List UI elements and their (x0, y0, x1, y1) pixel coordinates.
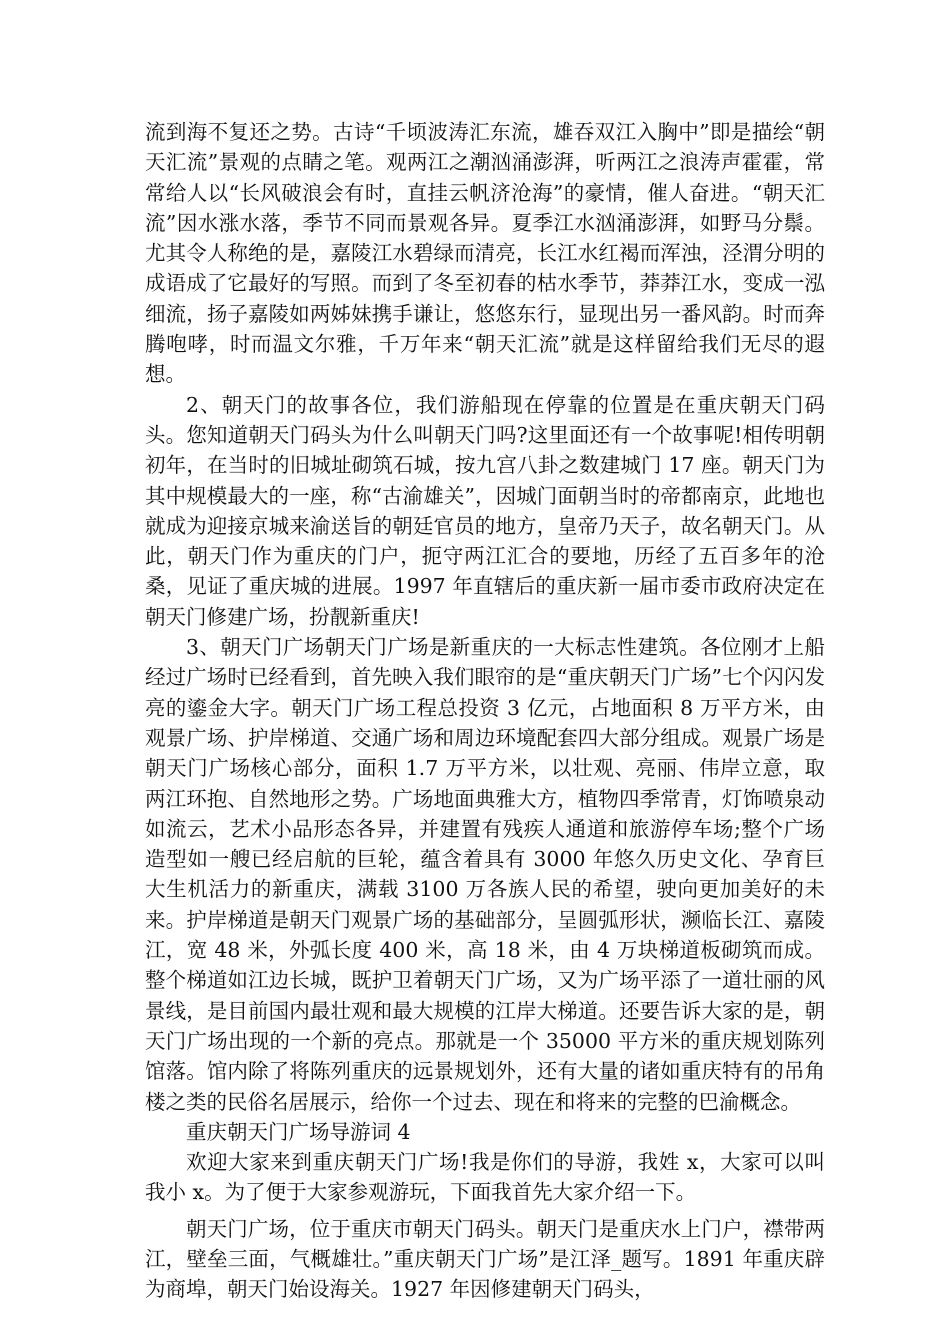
body-paragraph: 欢迎大家来到重庆朝天门广场!我是你们的导游，我姓 x，大家可以叫我小 x。为了便于大家参观游玩，下面我首先大家介绍一下。 (145, 1150, 825, 1205)
section-title: 重庆朝天门广场导游词 4 (186, 1119, 411, 1144)
body-paragraph: 3、朝天门广场朝天门广场是新重庆的一大标志性建筑。各位刚才上船经过广场时已经看到，首先映入我们眼帘的是“重庆朝天门广场”七个闪闪发亮的鎏金大字。朝天门广场工程总投资 3 亿元，占地面积 8 万平方米，由观景广场、护岸梯道、交通广场和周边环境配套四大部分组成。观景广场是朝天门广场核心部分，面积 1.7 万平方米，以壮观、亮丽、伟岸立意，取两江环抱、自然地形之势。广场地面典雅大方，植物四季常青，灯饰喷泉动如流云，艺术小品形态各异，并建置有残疾人通道和旅游停车场;整个广场造型如一艘已经启航的巨轮，蕴含着具有 3000 年悠久历史文化、孕育巨大生机活力的新重庆，满载 3100 万各族人民的希望，驶向更加美好的未来。护岸梯道是朝天门观景广场的基础部分，呈圆弧形状，濒临长江、嘉陵江，宽 48 米，外弧长度 400 米，高 18 米，由 4 万块梯道板砌筑而成。整个梯道如江边长城，既护卫着朝天门广场，又为广场平添了一道壮丽的风景线，是目前国内最壮观和最大规模的江岸大梯道。还要告诉大家的是，朝天门广场出现的一个新的亮点。那就是一个 35000 平方米的重庆规划陈列馆落。馆内除了将陈列重庆的远景规划外，还有大量的诸如重庆特有的吊角楼之类的民俗名居展示，给你一个过去、现在和将来的完整的巴渝概念。 (145, 635, 825, 1114)
body-paragraph: 流到海不复还之势。古诗“千顷波涛汇东流，雄吞双江入胸中”即是描绘“朝天汇流”景观的点睛之笔。观两江之潮汹涌澎湃，听两江之浪涛声霍霍，常常给人以“长风破浪会有时，直挂云帆济沧海”的豪情，催人奋进。“朝天汇流”因水涨水落，季节不同而景观各异。夏季江水汹涌澎湃，如野马分鬃。尤其令人称绝的是，嘉陵江水碧绿而清亮，长江水红褐而浑浊，泾渭分明的成语成了它最好的写照。而到了冬至初春的枯水季节，莽莽江水，变成一泓细流，扬子嘉陵如两姊妹携手谦让，悠悠东行，显现出另一番风韵。时而奔腾咆哮，时而温文尔雅，千万年来“朝天汇流”就是这样留给我们无尽的遐想。 (145, 120, 825, 387)
body-paragraph: 2、朝天门的故事各位，我们游船现在停靠的位置是在重庆朝天门码头。您知道朝天门码头为什么叫朝天门吗?这里面还有一个故事呢!相传明朝初年，在当时的旧城址砌筑石城，按九宫八卦之数建城门 17 座。朝天门为其中规模最大的一座，称“古渝雄关”，因城门面朝当时的帝都南京，此地也就成为迎接京城来渝送旨的朝廷官员的地方，皇帝乃天子，故名朝天门。从此，朝天门作为重庆的门户，扼守两江汇合的要地，历经了五百多年的沧桑，见证了重庆城的进展。1997 年直辖后的重庆新一届市委市政府决定在朝天门修建广场，扮靓新重庆! (145, 392, 825, 629)
body-paragraph: 朝天门广场，位于重庆市朝天门码头。朝天门是重庆水上门户，襟带两江，壁垒三面，气概雄壮。”重庆朝天门广场”是江泽_题写。1891 年重庆辟为商埠，朝天门始设海关。1927 年因修建朝天门码头， (145, 1216, 825, 1302)
document-page (145, 117, 825, 1305)
